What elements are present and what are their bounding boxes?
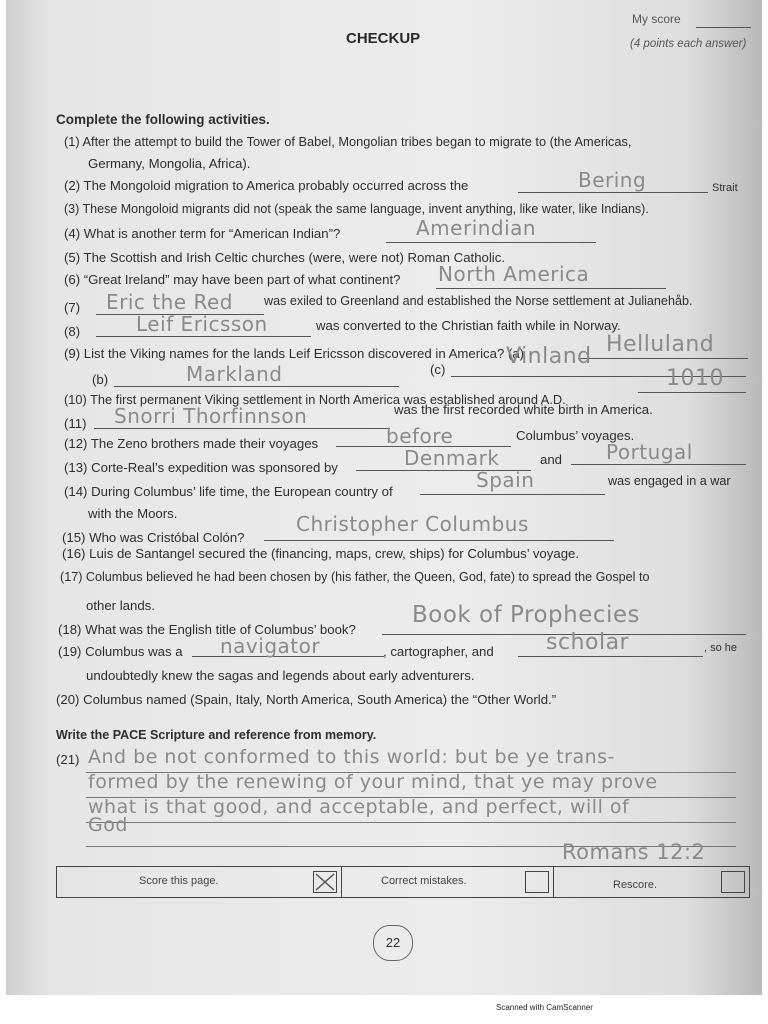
scripture-text-line-2: formed by the renewing of your mind, that ye may prove xyxy=(88,771,658,793)
question-5: (5) The Scottish and Irish Celtic churches (were, were not) Roman Catholic. xyxy=(64,250,505,265)
question-15: (15) Who was Cristóbal Colón? xyxy=(62,530,245,545)
question-18: (18) What was the English title of Columbus’ book? xyxy=(58,622,356,637)
question-6: (6) “Great Ireland” may have been part of what continent? xyxy=(64,272,401,287)
question-1-line-2: Germany, Mongolia, Africa). xyxy=(88,156,251,171)
question-14-line-2: with the Moors. xyxy=(88,506,178,521)
scripture-text-line-1: And be not conformed to this world: but be ye trans- xyxy=(88,746,615,768)
question-3: (3) These Mongoloid migrants did not (speak the same language, invent anything, like water, like Indians). xyxy=(64,202,649,216)
scripture-line-3 xyxy=(86,822,736,823)
answer-4-blank xyxy=(386,242,596,243)
scripture-text-line-4: God xyxy=(88,814,128,836)
correct-mistakes-checkbox[interactable] xyxy=(525,871,549,893)
score-page-checkbox[interactable] xyxy=(313,871,337,893)
question-7-number: (7) xyxy=(64,300,81,315)
scripture-reference: Romans 12:2 xyxy=(562,840,706,864)
answer-9b: Markland xyxy=(186,362,283,386)
question-19-mid: , cartographer, and xyxy=(383,644,494,659)
scripture-number: (21) xyxy=(56,752,80,767)
answer-8: Leif Ericsson xyxy=(136,312,268,336)
score-bar-divider-2 xyxy=(553,867,554,897)
my-score-label: My score xyxy=(632,12,681,26)
question-14: (14) During Columbus’ life time, the European country of xyxy=(64,484,393,499)
rescore-label: Rescore. xyxy=(613,879,658,891)
question-9c-label: (c) xyxy=(430,362,446,377)
question-9b-label: (b) xyxy=(92,372,109,387)
scripture-prompt: Write the PACE Scripture and reference from memory. xyxy=(56,728,377,742)
question-17-line-2: other lands. xyxy=(86,598,155,613)
question-12-end: Columbus’ voyages. xyxy=(516,428,635,443)
rescore-checkbox[interactable] xyxy=(721,871,745,893)
my-score-blank xyxy=(696,27,751,28)
answer-18: Book of Prophecies xyxy=(412,602,641,628)
answer-8-blank xyxy=(96,336,311,337)
answer-19b: scholar xyxy=(546,630,630,655)
scripture-text-line-3: what is that good, and acceptable, and perfect, will of xyxy=(88,796,630,818)
answer-2-blank xyxy=(518,192,708,193)
answer-10-blank xyxy=(638,392,746,393)
answer-6: North America xyxy=(438,262,590,286)
question-4: (4) What is another term for “American Indian”? xyxy=(64,226,341,241)
score-bar-divider xyxy=(341,867,342,897)
answer-19b-blank xyxy=(518,656,703,657)
question-16: (16) Luis de Santangel secured the (financing, maps, crew, ships) for Columbus’ voyage. xyxy=(62,546,580,561)
question-8: was converted to the Christian faith while in Norway. xyxy=(316,318,621,333)
answer-9a: Helluland xyxy=(606,332,715,357)
page-number: 22 xyxy=(373,925,413,961)
answer-12: before xyxy=(386,424,454,448)
answer-9a-blank xyxy=(578,358,748,359)
question-8-number: (8) xyxy=(64,324,81,339)
page-title: CHECKUP xyxy=(346,30,421,47)
answer-19a: navigator xyxy=(220,634,321,658)
points-each-note: (4 points each answer) xyxy=(630,38,747,50)
answer-9b-blank xyxy=(114,386,399,387)
question-12: (12) The Zeno brothers made their voyages xyxy=(64,436,319,451)
answer-11: Snorri Thorfinnson xyxy=(114,404,308,428)
answer-9c: Vinland xyxy=(506,344,592,369)
question-20: (20) Columbus named (Spain, Italy, North America, South America) the “Other World.” xyxy=(56,692,557,707)
score-bar xyxy=(56,866,750,898)
answer-10: 1010 xyxy=(666,366,724,391)
answer-7: Eric the Red xyxy=(106,290,233,314)
question-9: (9) List the Viking names for the lands Leif Ericsson discovered in America? (a) xyxy=(64,346,525,361)
question-17-line-1: (17) Columbus believed he had been chosen by (his father, the Queen, God, fate) to spread the Gospel to xyxy=(60,570,650,584)
answer-14: Spain xyxy=(476,468,535,492)
answer-11-blank xyxy=(94,428,390,429)
question-2-end: Strait xyxy=(712,182,738,194)
question-14-end: was engaged in a war xyxy=(608,474,731,488)
answer-14-blank xyxy=(420,494,605,495)
answer-15: Christopher Columbus xyxy=(296,512,529,536)
correct-mistakes-label: Correct mistakes. xyxy=(381,875,467,887)
answer-15-blank xyxy=(264,540,614,541)
question-19: (19) Columbus was a xyxy=(58,644,183,659)
question-2: (2) The Mongoloid migration to America probably occurred across the xyxy=(64,178,469,193)
question-1-line-1: (1) After the attempt to build the Tower of Babel, Mongolian tribes began to migrate to (the Americas, xyxy=(64,134,632,149)
question-13-and: and xyxy=(540,452,563,467)
question-11: was the first recorded white birth in America. xyxy=(394,402,653,417)
question-11-number: (11) xyxy=(64,416,87,431)
question-13: (13) Corte-Real’s expedition was sponsored by xyxy=(64,460,338,475)
answer-6-blank xyxy=(436,288,666,289)
question-19-end: , so he xyxy=(704,642,738,654)
instructions: Complete the following activities. xyxy=(56,112,270,127)
score-page-label: Score this page. xyxy=(139,875,219,887)
question-10: (10) The first permanent Viking settlement in North America was established around A.D. xyxy=(64,392,566,407)
answer-4: Amerindian xyxy=(416,216,537,240)
answer-13b-blank xyxy=(571,464,746,465)
worksheet-page xyxy=(6,0,762,995)
checked-x-icon xyxy=(314,872,336,892)
answer-13a: Denmark xyxy=(404,446,500,470)
scanner-watermark: Scanned with CamScanner xyxy=(496,1003,593,1012)
answer-13b: Portugal xyxy=(606,440,693,464)
question-7: was exiled to Greenland and established the Norse settlement at Julianehåb. xyxy=(264,294,693,308)
question-19-line-2: undoubtedly knew the sagas and legends about early adventurers. xyxy=(86,668,475,683)
answer-2: Bering xyxy=(578,168,647,192)
